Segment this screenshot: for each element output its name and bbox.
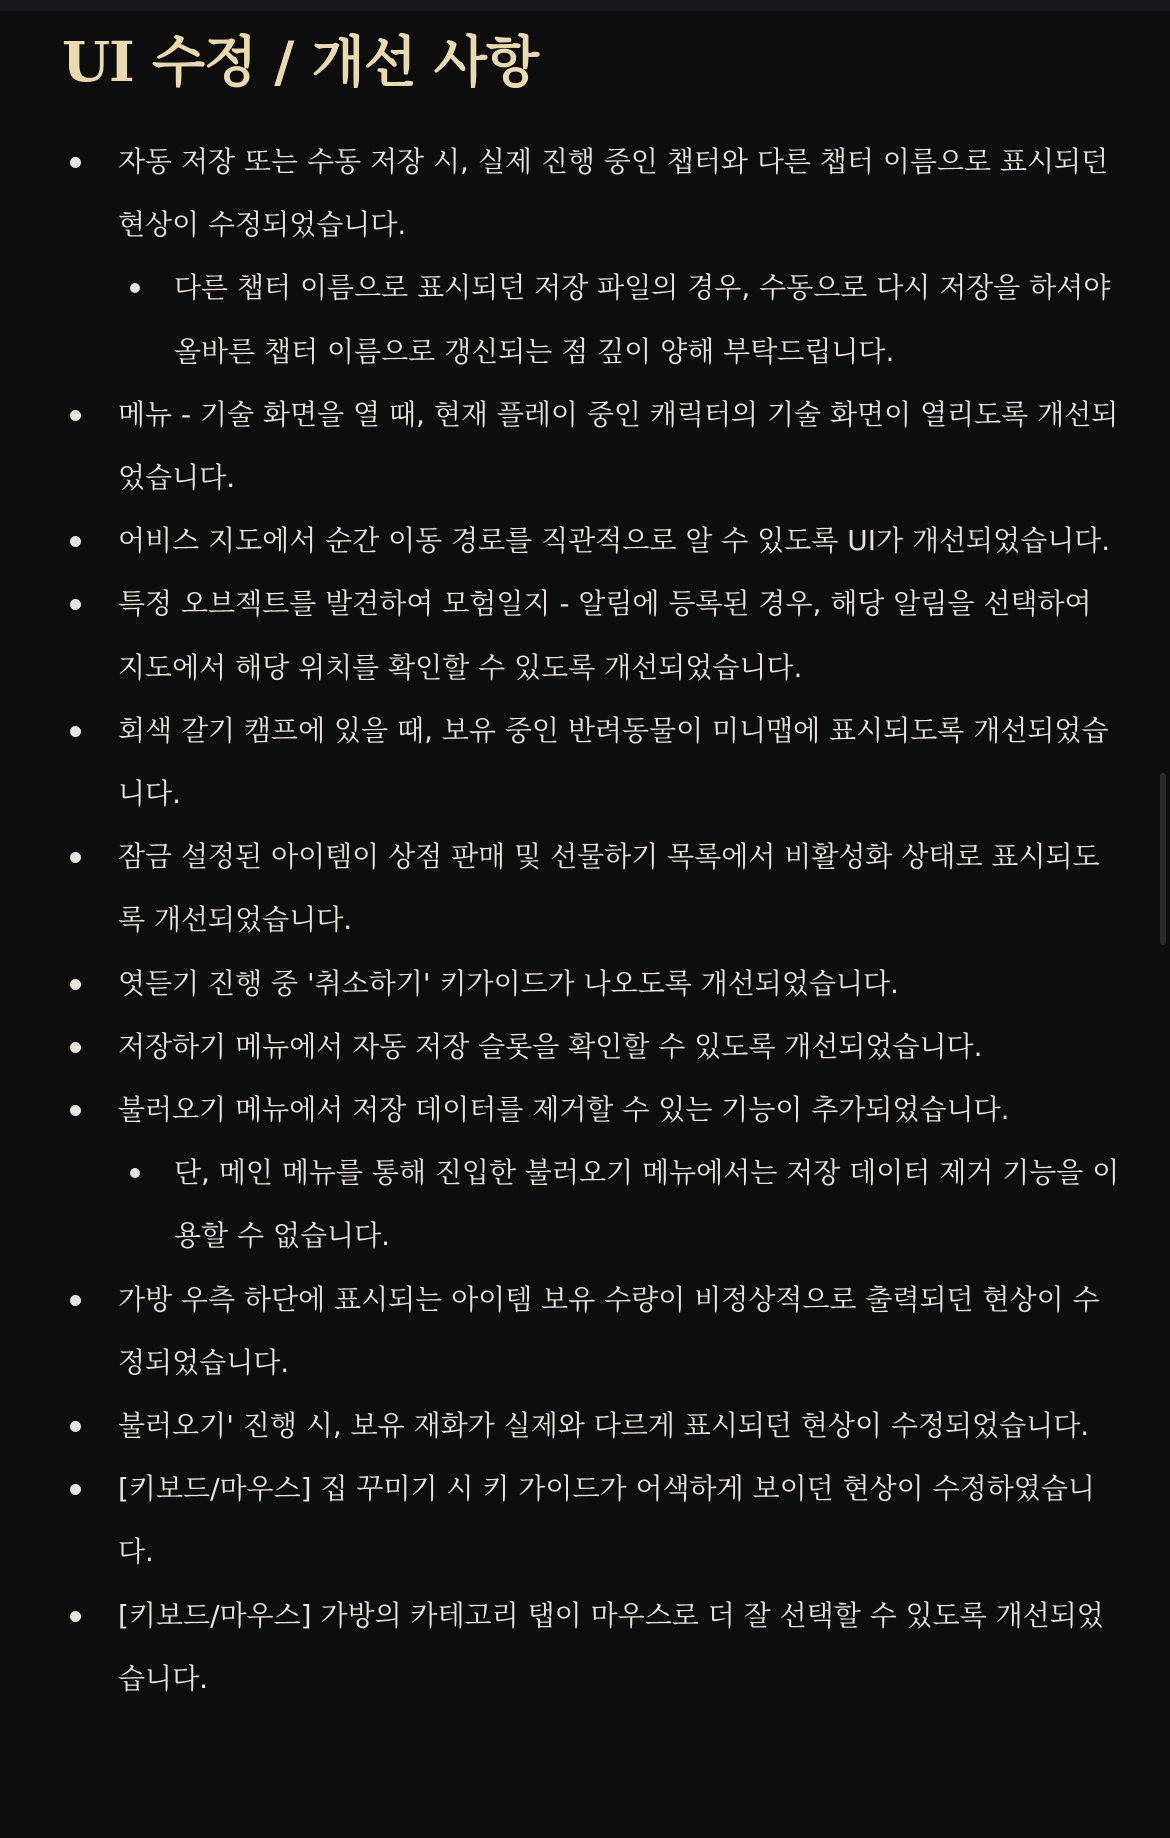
section-heading: UI 수정 / 개선 사항 [62, 29, 539, 94]
scrollbar-thumb[interactable] [1160, 773, 1166, 945]
list-item [62, 1584, 1122, 1710]
change-list [62, 130, 1122, 1710]
bullet-icon [130, 283, 140, 293]
sub-list-item [118, 1141, 1122, 1267]
sub-list-item-text: 단, 메인 메뉴를 통해 진입한 불러오기 메뉴에서는 저장 데이터 제거 기능을 이용할 수 없습니다. [174, 1156, 1120, 1253]
list-item-text: 불러오기 메뉴에서 저장 데이터를 제거할 수 있는 기능이 추가되었습니다. [118, 1093, 1010, 1127]
list-item [62, 952, 1122, 1015]
bullet-icon [70, 536, 81, 547]
list-item [62, 572, 1122, 698]
bullet-icon [70, 1105, 81, 1116]
bullet-icon [70, 726, 81, 737]
scrollbar[interactable] [1156, 11, 1170, 1838]
list-item [62, 383, 1122, 509]
list-item [62, 130, 1122, 383]
bullet-icon [70, 599, 81, 610]
bullet-icon [70, 410, 81, 421]
list-item-text: 메뉴 - 기술 화면을 열 때, 현재 플레이 중인 캐릭터의 기술 화면이 열리도록 개선되었습니다. [118, 397, 1119, 495]
list-item [62, 699, 1122, 825]
bullet-icon [70, 1295, 81, 1306]
bullet-icon [70, 1421, 81, 1432]
list-item-text: 어비스 지도에서 순간 이동 경로를 직관적으로 알 수 있도록 UI가 개선되었습니다. [118, 524, 1111, 558]
list-item-text: [키보드/마우스] 집 꾸미기 시 키 가이드가 어색하게 보이던 현상이 수정하였습니다. [118, 1472, 1095, 1569]
list-item [62, 509, 1122, 572]
bullet-icon [70, 1611, 81, 1622]
list-item [62, 1457, 1122, 1583]
bullet-icon [70, 979, 81, 990]
list-item [62, 1015, 1122, 1078]
list-item-text: 저장하기 메뉴에서 자동 저장 슬롯을 확인할 수 있도록 개선되었습니다. [118, 1029, 983, 1063]
top-strip [0, 0, 1170, 11]
list-item-text: [키보드/마우스] 가방의 카테고리 탭이 마우스로 더 잘 선택할 수 있도록 개선되었습니다. [118, 1598, 1104, 1695]
bullet-icon [130, 1168, 140, 1178]
sub-list [118, 256, 1122, 382]
sub-list [118, 1141, 1122, 1267]
list-item-text: 가방 우측 하단에 표시되는 아이템 보유 수량이 비정상적으로 출력되던 현상이 수정되었습니다. [118, 1282, 1100, 1379]
list-item-text: 잠금 설정된 아이템이 상점 판매 및 선물하기 목록에서 비활성화 상태로 표시되도록 개선되었습니다. [118, 840, 1100, 937]
list-item [62, 1394, 1122, 1457]
list-item-text: 특정 오브젝트를 발견하여 모험일지 - 알림에 등록된 경우, 해당 알림을 선택하여 지도에서 해당 위치를 확인할 수 있도록 개선되었습니다. [118, 587, 1092, 684]
list-item-text: 엿듣기 진행 중 '취소하기' 키가이드가 나오도록 개선되었습니다. [118, 966, 899, 1000]
bullet-icon [70, 852, 81, 863]
list-item-text: 회색 갈기 캠프에 있을 때, 보유 중인 반려동물이 미니맵에 표시되도록 개선되었습니다. [118, 713, 1109, 811]
sub-list-item [118, 256, 1122, 382]
list-item [62, 1078, 1122, 1268]
bullet-icon [70, 157, 81, 168]
list-item-text: 불러오기' 진행 시, 보유 재화가 실제와 다르게 표시되던 현상이 수정되었습니다. [118, 1409, 1090, 1443]
bullet-icon [70, 1042, 81, 1053]
bullet-icon [70, 1484, 81, 1495]
list-item [62, 1268, 1122, 1394]
sub-list-item-text: 다른 챕터 이름으로 표시되던 저장 파일의 경우, 수동으로 다시 저장을 하셔야 올바른 챕터 이름으로 갱신되는 점 깊이 양해 부탁드립니다. [174, 271, 1111, 368]
list-item-text: 자동 저장 또는 수동 저장 시, 실제 진행 중인 챕터와 다른 챕터 이름으로 표시되던 현상이 수정되었습니다. [118, 145, 1109, 242]
list-item [62, 825, 1122, 951]
patch-notes-section [62, 18, 1122, 1710]
